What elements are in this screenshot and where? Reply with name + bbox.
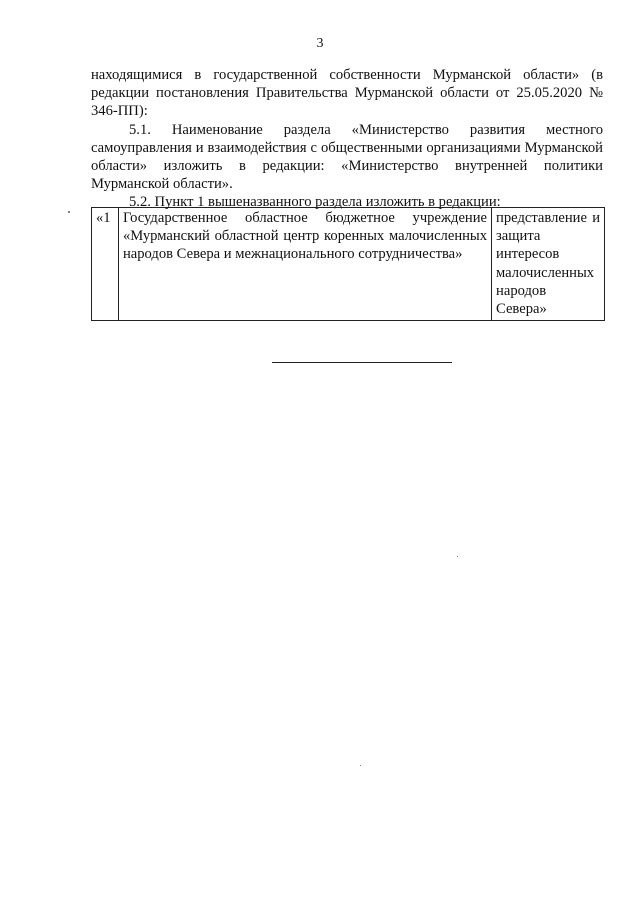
paragraph-5-1: 5.1. Наименование раздела «Министерство развития местного самоуправления и взаимодействия с общественными организациями Мурманской области» изложить в редакции: «Министерство внутренней политики Мурманской области».	[91, 121, 603, 193]
scan-speck	[68, 211, 70, 213]
row-number-cell: «1	[92, 208, 119, 321]
institution-function-cell: представление и защита интересов малочисленных народов Севера»	[492, 208, 605, 321]
institution-table	[91, 207, 605, 321]
page-number: 3	[316, 36, 324, 51]
scan-speck	[360, 765, 361, 766]
table-row	[92, 208, 605, 321]
document-body	[91, 66, 603, 212]
closing-separator-line	[272, 362, 452, 363]
institution-name-cell: Государственное областное бюджетное учреждение «Мурманский областной центр коренных малочисленных народов Севера и межнационального сотрудничества»	[118, 208, 491, 321]
scan-speck	[457, 556, 458, 557]
paragraph-continuation: находящимися в государственной собственности Мурманской области» (в редакции постановления Правительства Мурманской области от 25.05.2020 № 346-ПП):	[91, 67, 603, 120]
paragraph-5-2: 5.2. Пункт 1 вышеназванного раздела изложить в редакции:	[129, 194, 501, 211]
